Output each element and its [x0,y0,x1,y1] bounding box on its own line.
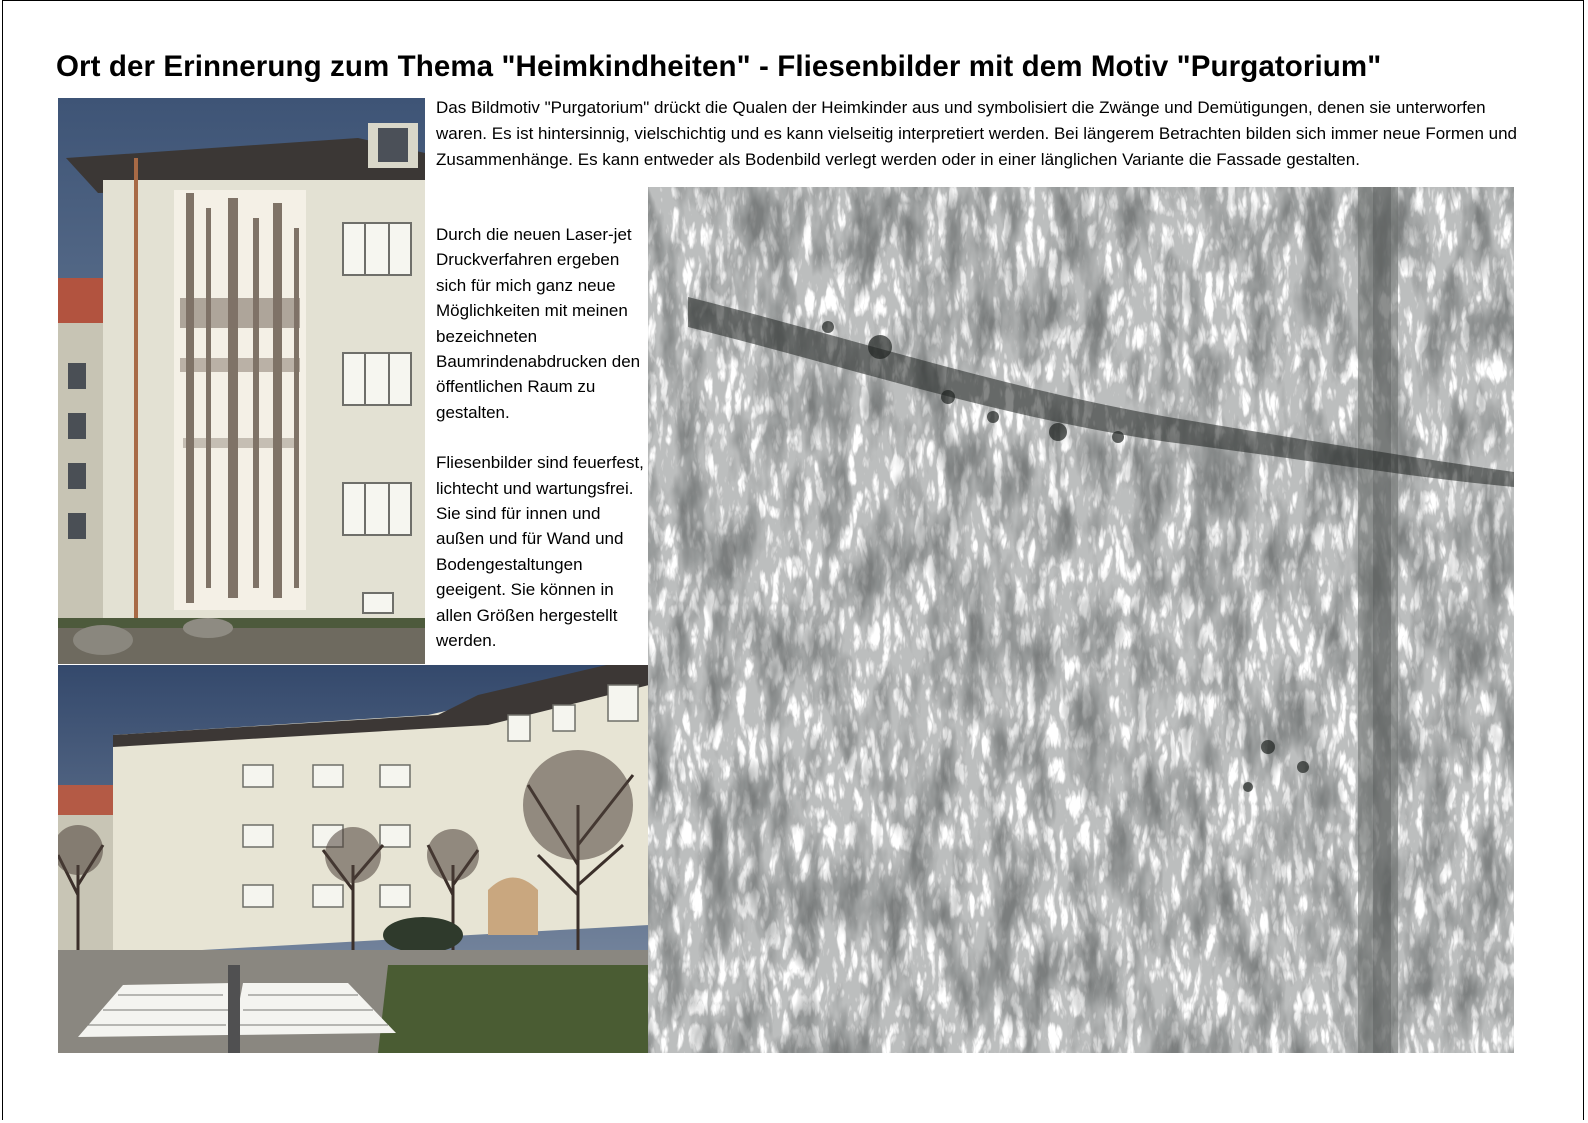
facade-photo [58,98,425,664]
intro-paragraph: Das Bildmotiv "Purgatorium" drückt die Qualen der Heimkinder aus und symbolisiert die Zwänge und Demütigungen, denen sie unterworfen waren. Es ist hintersinnig, vielschichtig und es kann vielseitig interpretiert werden. Bei längerem Betrachten bilden sich immer neue Formen und Zusammenhänge. Es kann entweder als Bodenbild verlegt werden oder in einer länglichen Variante die Fassade gestalten. [436,98,1517,169]
page-title: Ort der Erinnerung zum Thema "Heimkindheiten" - Fliesenbilder mit dem Motiv "Purgatorium" [56,50,1382,83]
side-paragraph-tiles: Fliesenbilder sind feuerfest, lichtecht und wartungsfrei. Sie sind für innen und außen und für Wand und Bodengestaltungen geeigent. Sie können in allen Größen hergestellt werden. [436,453,644,651]
purgatorium-motif-image [648,187,1514,1053]
courtyard-photo [58,665,649,1053]
side-text-column [436,222,646,679]
side-paragraph-laserjet: Durch die neuen Laser-jet Druckverfahren ergeben sich für mich ganz neue Möglichkeiten mit meinen bezeichneten Baumrindenabdrucken den öffentlichen Raum zu gestalten. [436,225,641,422]
